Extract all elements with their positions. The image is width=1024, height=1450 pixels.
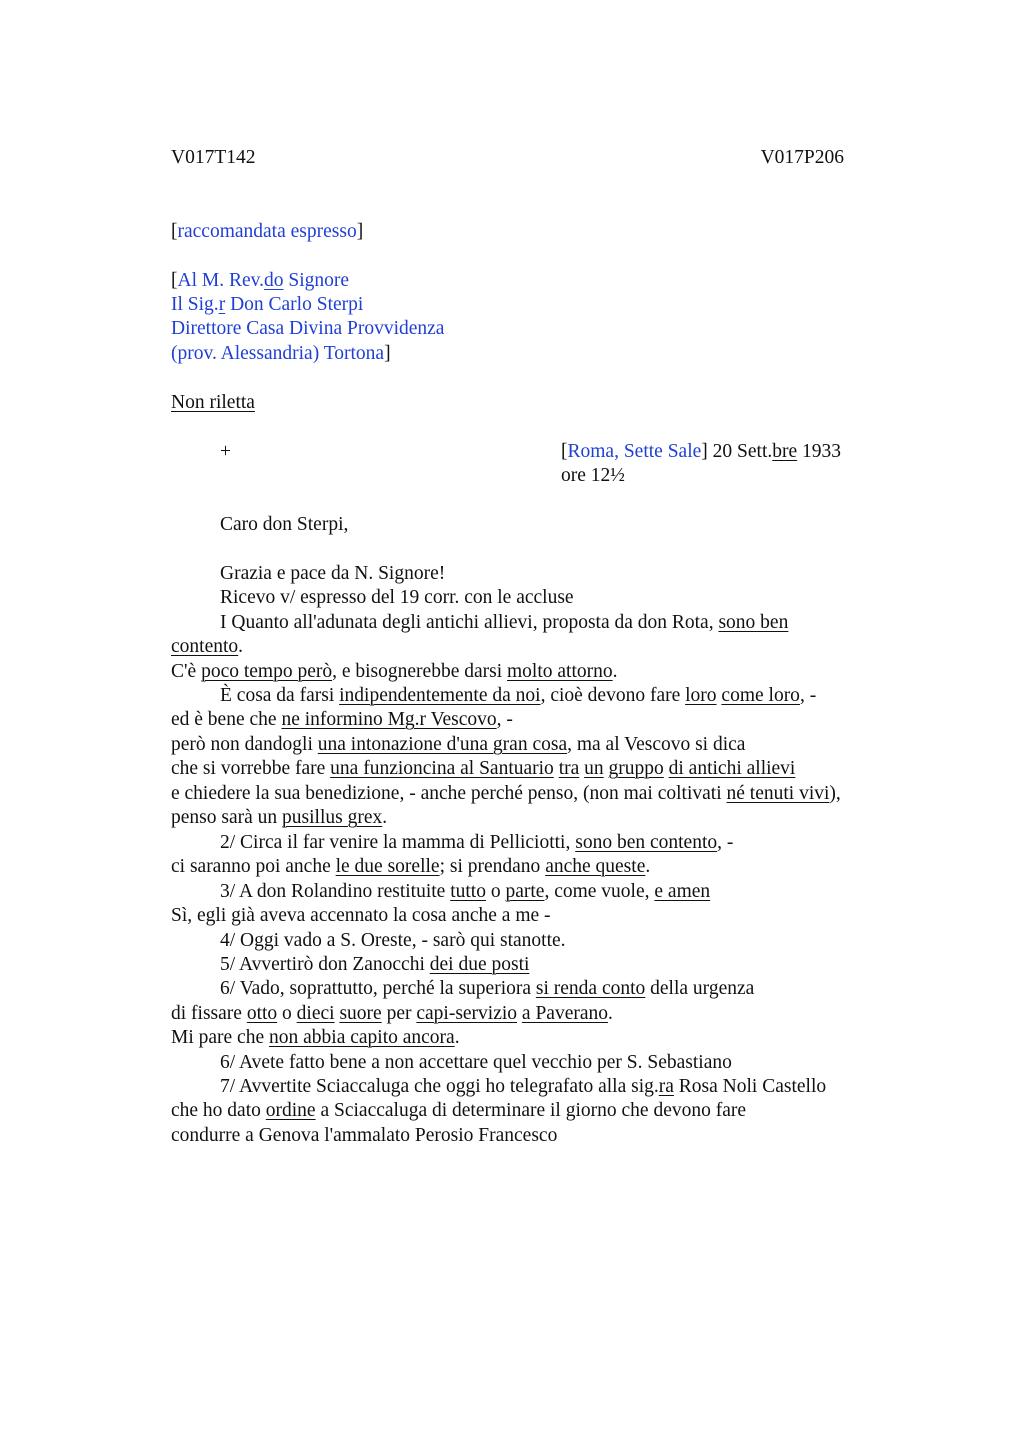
body-line-6 (220, 684, 816, 708)
text: della urgenza (645, 978, 755, 999)
text: 6/ Vado, soprattutto, perché la superiora (220, 978, 536, 999)
dateline-place: Roma, Sette Sale (567, 441, 702, 462)
underlined-text: ne informino Mg.r Vescovo (281, 709, 497, 730)
underlined-text: e amen (654, 881, 711, 902)
text: . (382, 807, 388, 828)
body-line-21: 6/ Avete fatto bene a non accettare quel vecchio per S. Sebastiano (220, 1052, 732, 1073)
underlined-text: sono ben (718, 612, 789, 633)
text: . (608, 1003, 613, 1024)
body-line-17 (220, 953, 529, 977)
address-line-2-c: Don Carlo Sterpi (225, 294, 364, 315)
text: , - (799, 685, 817, 706)
underlined-text: si renda conto (535, 978, 646, 999)
text: , come vuole, (544, 881, 655, 902)
underlined-text: molto attorno (507, 661, 613, 682)
text: 5/ Avvertirò don Zanocchi (220, 954, 430, 975)
address-line-4: (prov. Alessandria) Tortona] (171, 343, 391, 364)
body-line-10 (171, 782, 841, 806)
address-line-1-a: Al M. Rev. (177, 270, 264, 291)
text: per (381, 1003, 417, 1024)
dateline: [Roma, Sette Sale] 20 Sett.bre 1933 (561, 441, 842, 462)
text: . (454, 1027, 460, 1048)
underlined-text: loro (685, 685, 717, 706)
underlined-text: un (584, 758, 604, 779)
dateline-date-b: bre (772, 441, 798, 462)
body-line-4 (171, 635, 243, 659)
address-line-2-a: Il Sig. (171, 294, 219, 315)
text: e chiedere la sua benedizione, - anche perché penso, (non mai coltivati (171, 783, 727, 804)
body-line-16: 4/ Oggi vado a S. Oreste, - sarò qui stanotte. (220, 930, 566, 951)
underlined-text: né tenuti vivi (726, 783, 830, 804)
address-line-1: [Al M. Rev.do Signore (171, 270, 350, 291)
address-line-2 (171, 293, 363, 317)
body-line-5 (171, 660, 618, 684)
underlined-text: una intonazione d'una gran cosa (317, 734, 568, 755)
underlined-text: tutto (450, 881, 486, 902)
text: , - (717, 832, 734, 853)
text: penso sarà un (171, 807, 283, 828)
body-line-1: Grazia e pace da N. Signore! (220, 563, 446, 584)
text: , ma al Vescovo si dica (567, 734, 746, 755)
dateline-time: ore 12½ (561, 465, 625, 486)
text: ), (829, 783, 841, 804)
body-line-9 (171, 757, 795, 781)
greeting: Caro don Sterpi, (220, 514, 349, 535)
address-line-1-c: Signore (283, 270, 350, 291)
text: di fissare (171, 1003, 247, 1024)
underlined-text: gruppo (608, 758, 664, 779)
delivery-note-text: raccomandata espresso (177, 221, 357, 242)
underlined-text: ordine (265, 1100, 316, 1121)
cross-mark: + (220, 441, 231, 462)
text: Rosa Noli Castello (673, 1076, 827, 1097)
body-line-2: Ricevo v/ espresso del 19 corr. con le accluse (220, 587, 574, 608)
body-line-18 (220, 977, 754, 1001)
text: o (277, 1003, 297, 1024)
underlined-text: non abbia capito ancora (269, 1027, 455, 1048)
text: 3/ A don Rolandino restituite (220, 881, 451, 902)
text: Mi pare che (171, 1027, 269, 1048)
text: ; si prendano (439, 856, 546, 877)
header-right-code: V017P206 (760, 147, 844, 168)
body-line-3 (220, 611, 788, 635)
address-line-4-text: (prov. Alessandria) Tortona (171, 343, 385, 364)
underlined-text: capi-servizio (416, 1003, 518, 1024)
underlined-text: poco tempo però (201, 661, 333, 682)
body-line-11 (171, 806, 387, 830)
text: che si vorrebbe fare (171, 758, 331, 779)
text: 2/ Circa il far venire la mamma di Pelliciotti, (220, 832, 576, 853)
text: , - (496, 709, 513, 730)
address-line-3: Direttore Casa Divina Provvidenza (171, 318, 445, 339)
body-line-15: Sì, egli già aveva accennato la cosa anche a me - (171, 905, 551, 926)
underlined-text: tra (558, 758, 580, 779)
underlined-text: una funzioncina al Santuario (330, 758, 554, 779)
text: però non dandogli (171, 734, 318, 755)
underlined-text: le due sorelle (335, 856, 440, 877)
delivery-note: [raccomandata espresso] (171, 221, 364, 242)
underlined-text: contento (171, 636, 239, 657)
text: . (645, 856, 651, 877)
body-line-23 (171, 1099, 746, 1123)
body-line-12 (220, 831, 733, 855)
body-line-14 (220, 880, 710, 904)
text: , e bisognerebbe darsi (332, 661, 508, 682)
underlined-text: come loro (721, 685, 800, 706)
text: È cosa da farsi (220, 685, 340, 706)
text: ci saranno poi anche (171, 856, 336, 877)
underlined-text: pusillus grex (282, 807, 383, 828)
header-left-code: V017T142 (171, 147, 256, 168)
text: o (485, 881, 506, 902)
text: . (612, 661, 618, 682)
address-line-1-b: do (263, 270, 284, 291)
text: I Quanto all'adunata degli antichi allievi, proposta da don Rota, (220, 612, 719, 633)
underlined-text: a Paverano (521, 1003, 609, 1024)
underlined-text: otto (246, 1003, 278, 1024)
text: che ho dato (171, 1100, 266, 1121)
body-line-19 (171, 1002, 613, 1026)
underlined-text: ra (658, 1076, 674, 1097)
underlined-text: sono ben contento (575, 832, 718, 853)
underlined-text: dieci (296, 1003, 335, 1024)
underlined-text: di antichi allievi (668, 758, 796, 779)
body-line-7 (171, 708, 513, 732)
body-line-8 (171, 733, 745, 757)
text: 7/ Avvertite Sciaccaluga che oggi ho telegrafato alla sig. (220, 1076, 659, 1097)
underlined-text: indipendentemente da noi (339, 685, 541, 706)
underlined-text: suore (339, 1003, 382, 1024)
underlined-text: parte (505, 881, 545, 902)
text: C'è (171, 661, 202, 682)
remark: Non riletta (171, 392, 255, 413)
text: . (238, 636, 244, 657)
text: ed è bene che (171, 709, 282, 730)
text: a Sciaccaluga di determinare il giorno che devono fare (315, 1100, 747, 1121)
text: , cioè devono fare (540, 685, 686, 706)
address-line-2-b: r (218, 294, 226, 315)
dateline-date-a: 20 Sett. (707, 441, 773, 462)
dateline-date-c: 1933 (797, 441, 842, 462)
body-line-13 (171, 855, 650, 879)
body-line-24: condurre a Genova l'ammalato Perosio Francesco (171, 1125, 558, 1146)
body-line-22 (220, 1075, 826, 1099)
underlined-text: dei due posti (429, 954, 530, 975)
underlined-text: anche queste (545, 856, 646, 877)
body-line-20 (171, 1026, 460, 1050)
